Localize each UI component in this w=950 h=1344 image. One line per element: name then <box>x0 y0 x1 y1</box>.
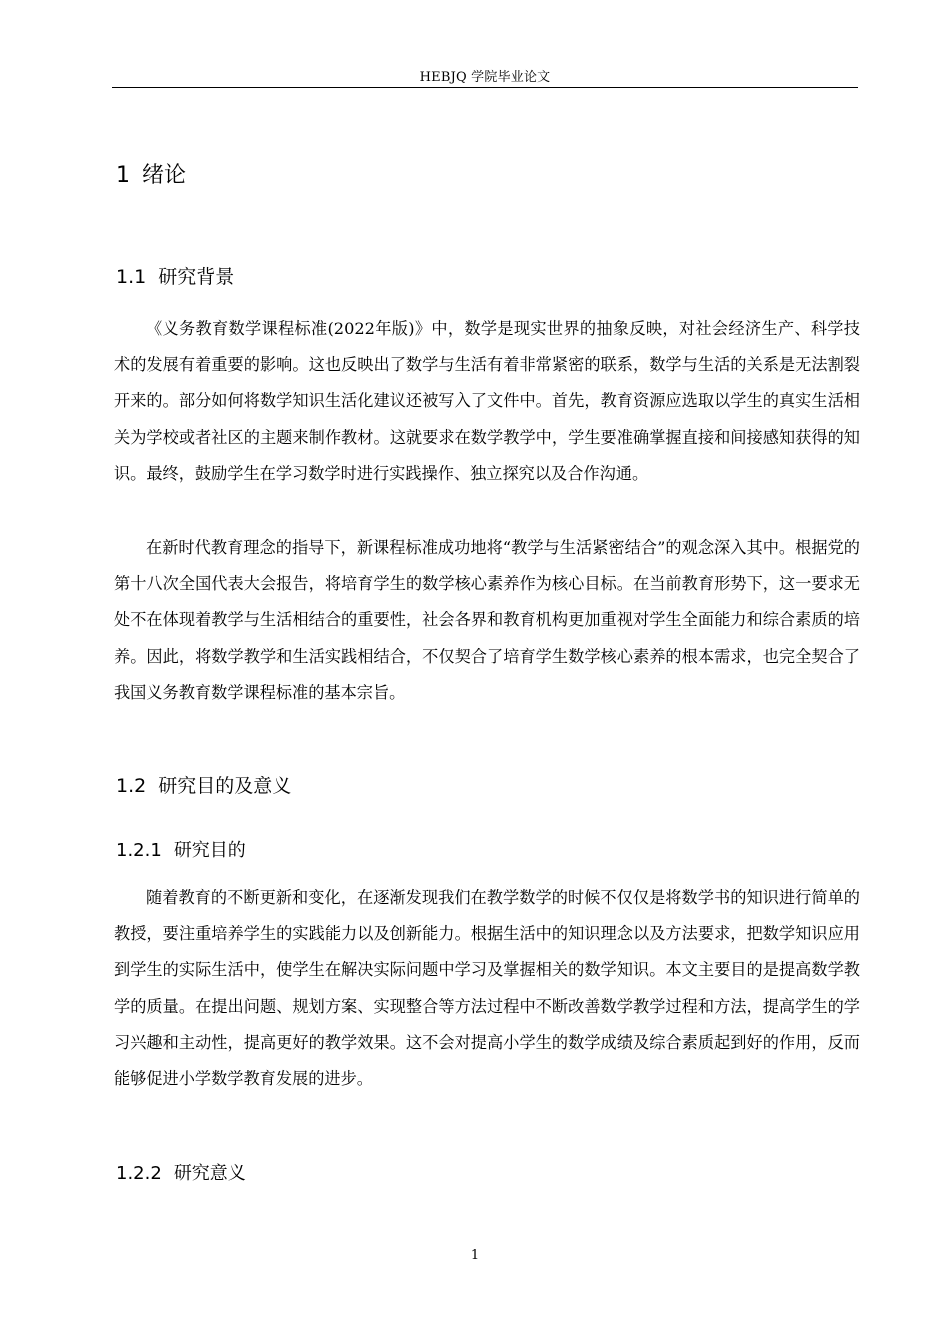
section-heading-1-1 <box>116 262 234 289</box>
body-paragraph: 《义务教育数学课程标准(2022年版)》中，数学是现实世界的抽象反映，对社会经济生产、科学技术的发展有着重要的影响。这也反映出了数学与生活有着非常紧密的联系，数学与生活的关系是无法割裂开来的。部分如何将数学知识生活化建议还被写入了文件中。首先，教育资源应选取以学生的真实生活相关为学校或者社区的主题来制作教材。这就要求在数学教学中，学生要准确掌握直接和间接感知获得的知识。最终，鼓励学生在学习数学时进行实践操作、独立探究以及合作沟通。 <box>114 319 860 483</box>
body-paragraph: 随着教育的不断更新和变化，在逐渐发现我们在教学数学的时候不仅仅是将数学书的知识进行简单的教授，要注重培养学生的实践能力以及创新能力。根据生活中的知识理念以及方法要求，把数学知识应用到学生的实际生活中，使学生在解决实际问题中学习及掌握相关的数学知识。本文主要目的是提高数学教学的质量。在提出问题、规划方案、实现整合等方法过程中不断改善数学教学过程和方法，提高学生的学习兴趣和主动性，提高更好的教学效果。这不会对提高小学生的数学成绩及综合素质起到好的作用，反而能够促进小学数学教育发展的进步。 <box>114 888 860 1089</box>
section-number: 1.1 <box>116 266 147 288</box>
running-header: HEBJQ 学院毕业论文 <box>419 70 551 85</box>
subsection-heading-1-2-2 <box>116 1159 246 1185</box>
page-number: 1 <box>470 1248 480 1263</box>
section-heading-1-2 <box>116 771 291 798</box>
subsection-heading-1-2-1 <box>116 836 246 862</box>
section-title: 研究背景 <box>158 266 235 288</box>
subsection-number: 1.2.2 <box>116 1163 162 1184</box>
subsection-title: 研究意义 <box>173 1163 246 1184</box>
header-divider <box>112 87 858 88</box>
chapter-heading <box>116 158 186 189</box>
section-number: 1.2 <box>116 775 147 797</box>
chapter-number: 1 <box>116 163 130 188</box>
chapter-title: 绪论 <box>142 163 187 188</box>
section-title: 研究目的及意义 <box>158 775 292 797</box>
subsection-number: 1.2.1 <box>116 840 162 861</box>
body-paragraph: 在新时代教育理念的指导下，新课程标准成功地将“教学与生活紧密结合”的观念深入其中。根据党的第十八次全国代表大会报告，将培育学生的数学核心素养作为核心目标。在当前教育形势下，这一要求无处不在体现着教学与生活相结合的重要性，社会各界和教育机构更加重视对学生全面能力和综合素质的培养。因此，将数学教学和生活实践相结合，不仅契合了培育学生数学核心素养的根本需求，也完全契合了我国义务教育数学课程标准的基本宗旨。 <box>114 538 860 702</box>
subsection-title: 研究目的 <box>173 840 246 861</box>
